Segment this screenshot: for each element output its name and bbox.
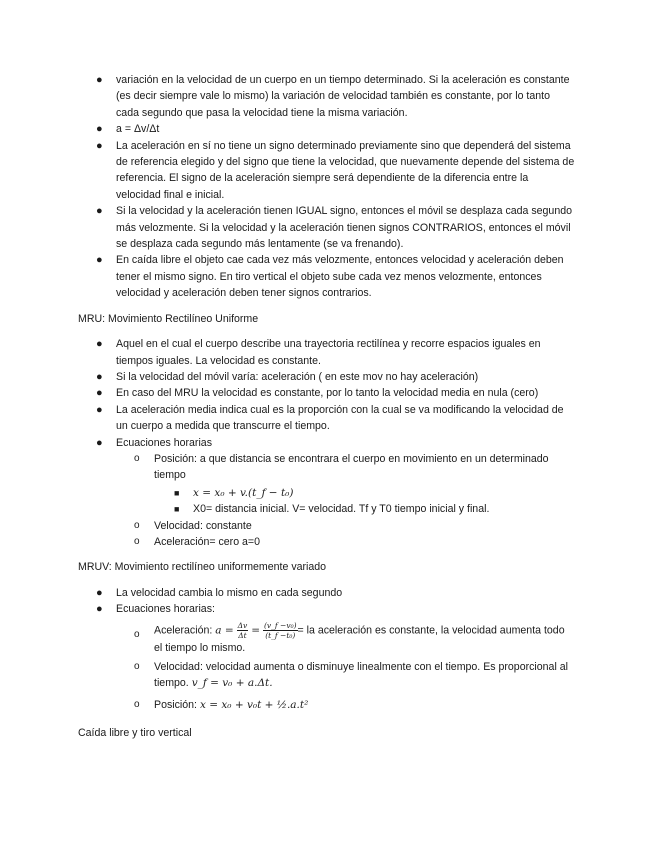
list-item: o Aceleración: a = $\frac{\Delta v}{\Delta t}$ = $\frac{\text{(v\_f −v₀)}}{\text{(t\_f −t₀)}}$ = la aceleración es constante, la velocidad aumenta todo el tiempo lo mismo. [134, 620, 565, 654]
list-item: ● Si la velocidad y la aceleración tienen IGUAL signo, entonces el móvil se desplaza cada segundo más velozmente. Si la velocidad y la aceleración tienen signos CONTRARIOS, entonces el móvil se desplaza cada segundo más lentamente (se va frenando). [96, 205, 573, 251]
list-item: ● Aquel en el cual el cuerpo describe una trayectoria rectilínea y recorre espacios iguales en tiempos iguales. La velocidad es constante. [96, 338, 541, 367]
list-item: o Posición: a que distancia se encontrara el cuerpo en movimiento en un determinado tiempo [134, 452, 549, 482]
list-item: ■ X0= distancia inicial. V= velocidad. Tf y T0 tiempo inicial y final. [0, 501, 655, 517]
bullet-icon: ● [96, 436, 103, 449]
bullet-icon: ● [96, 370, 103, 383]
list-item: o Velocidad: velocidad aumenta o disminuye linealmente con el tiempo. Es proporcional al tiempo. v_f = v₀ + a.Δt. [134, 661, 568, 690]
square-bullet-icon: ■ [174, 487, 180, 498]
circle-bullet-icon: o [134, 628, 140, 640]
circle-bullet-icon: o [134, 661, 140, 672]
bullet-icon: ● [96, 139, 103, 152]
bullet-icon: ● [96, 74, 103, 86]
list-item: ● La velocidad cambia lo mismo en cada segundo [0, 585, 655, 601]
list-item [0, 485, 655, 501]
circle-bullet-icon: o [134, 535, 140, 547]
difference-fraction: $\frac{\text{(v\_f −v₀)}}{\text{(t\_f −t₀)}}$ [263, 620, 297, 640]
list-item: ● En caso del MRU la velocidad es constante, por lo tanto la velocidad media en nula (cero) [0, 385, 655, 401]
mru-bullet-list [0, 336, 655, 550]
list-item: ● La aceleración en sí no tiene un signo determinado previamente sino que dependerá del sistema de referencia elegido y del signo que tiene la velocidad, que nuevamente depende del sistema de referencia. El signo de la aceleración siempre será dependiente de la diferencia entre la velocidad final e inicial. [96, 139, 575, 201]
circle-bullet-icon: o [134, 519, 140, 531]
list-item: o Posición: x = x₀ + v₀t + ½.a.t² [0, 697, 655, 713]
position-formula-mruv: x = x₀ + v₀t + ½.a.t² [199, 698, 309, 711]
delta-fraction: $\frac{\Delta v}{\Delta t}$ [237, 620, 248, 640]
list-item: ● variación en la velocidad de un cuerpo en un tiempo determinado. Si la aceleración es constante (es decir siempre vale lo mismo) la variación de velocidad también es constante, por lo tanto cada segundo que pasa la velocidad tiene la misma variación. [96, 74, 570, 119]
bullet-icon: ● [96, 205, 103, 218]
list-item: o Aceleración= cero a=0 [0, 534, 655, 550]
mruv-bullet-list [0, 585, 655, 713]
bullet-icon: ● [96, 387, 103, 400]
bullet-icon: ● [96, 403, 103, 416]
document-page [0, 72, 655, 751]
mru-heading: MRU: Movimiento Rectilíneo Uniforme [78, 312, 259, 325]
list-item: ● En caída libre el objeto cae cada vez más velozmente, entonces velocidad y aceleración deben tener el mismo signo. En tiro vertical el objeto sube cada vez menos velozmente, entonces velocidad y aceleración deben tener signos contrarios. [96, 254, 564, 300]
square-bullet-icon: ■ [174, 504, 180, 515]
list-item: ● Ecuaciones horarias [0, 435, 655, 451]
bullet-icon: ● [96, 123, 103, 136]
list-item: ● La aceleración media indica cual es la proporción con la cual se va modificando la velocidad de un cuerpo a medida que transcurre el tiempo. [96, 403, 564, 433]
circle-bullet-icon: o [134, 452, 140, 464]
list-item: ● Ecuaciones horarias: [0, 601, 655, 617]
list-item: o Velocidad: constante [0, 518, 655, 534]
intro-bullet-list [0, 72, 655, 302]
bullet-icon: ● [96, 254, 103, 267]
position-formula: x = x₀ + v.(t_f − t₀) [193, 486, 294, 499]
caida-heading: Caída libre y tiro vertical [78, 727, 192, 740]
list-item: ● a = Δv/Δt [0, 121, 655, 137]
mruv-heading: MRUV: Movimiento rectilíneo uniformemente variado [78, 561, 327, 574]
velocity-formula: v_f = v₀ + a.Δt. [191, 677, 273, 690]
bullet-icon: ● [96, 586, 103, 599]
bullet-icon: ● [96, 603, 103, 616]
list-item: ● Si la velocidad del móvil varía: aceleración ( en este mov no hay aceleración) [0, 369, 655, 385]
bullet-icon: ● [96, 338, 103, 351]
circle-bullet-icon: o [134, 698, 140, 710]
